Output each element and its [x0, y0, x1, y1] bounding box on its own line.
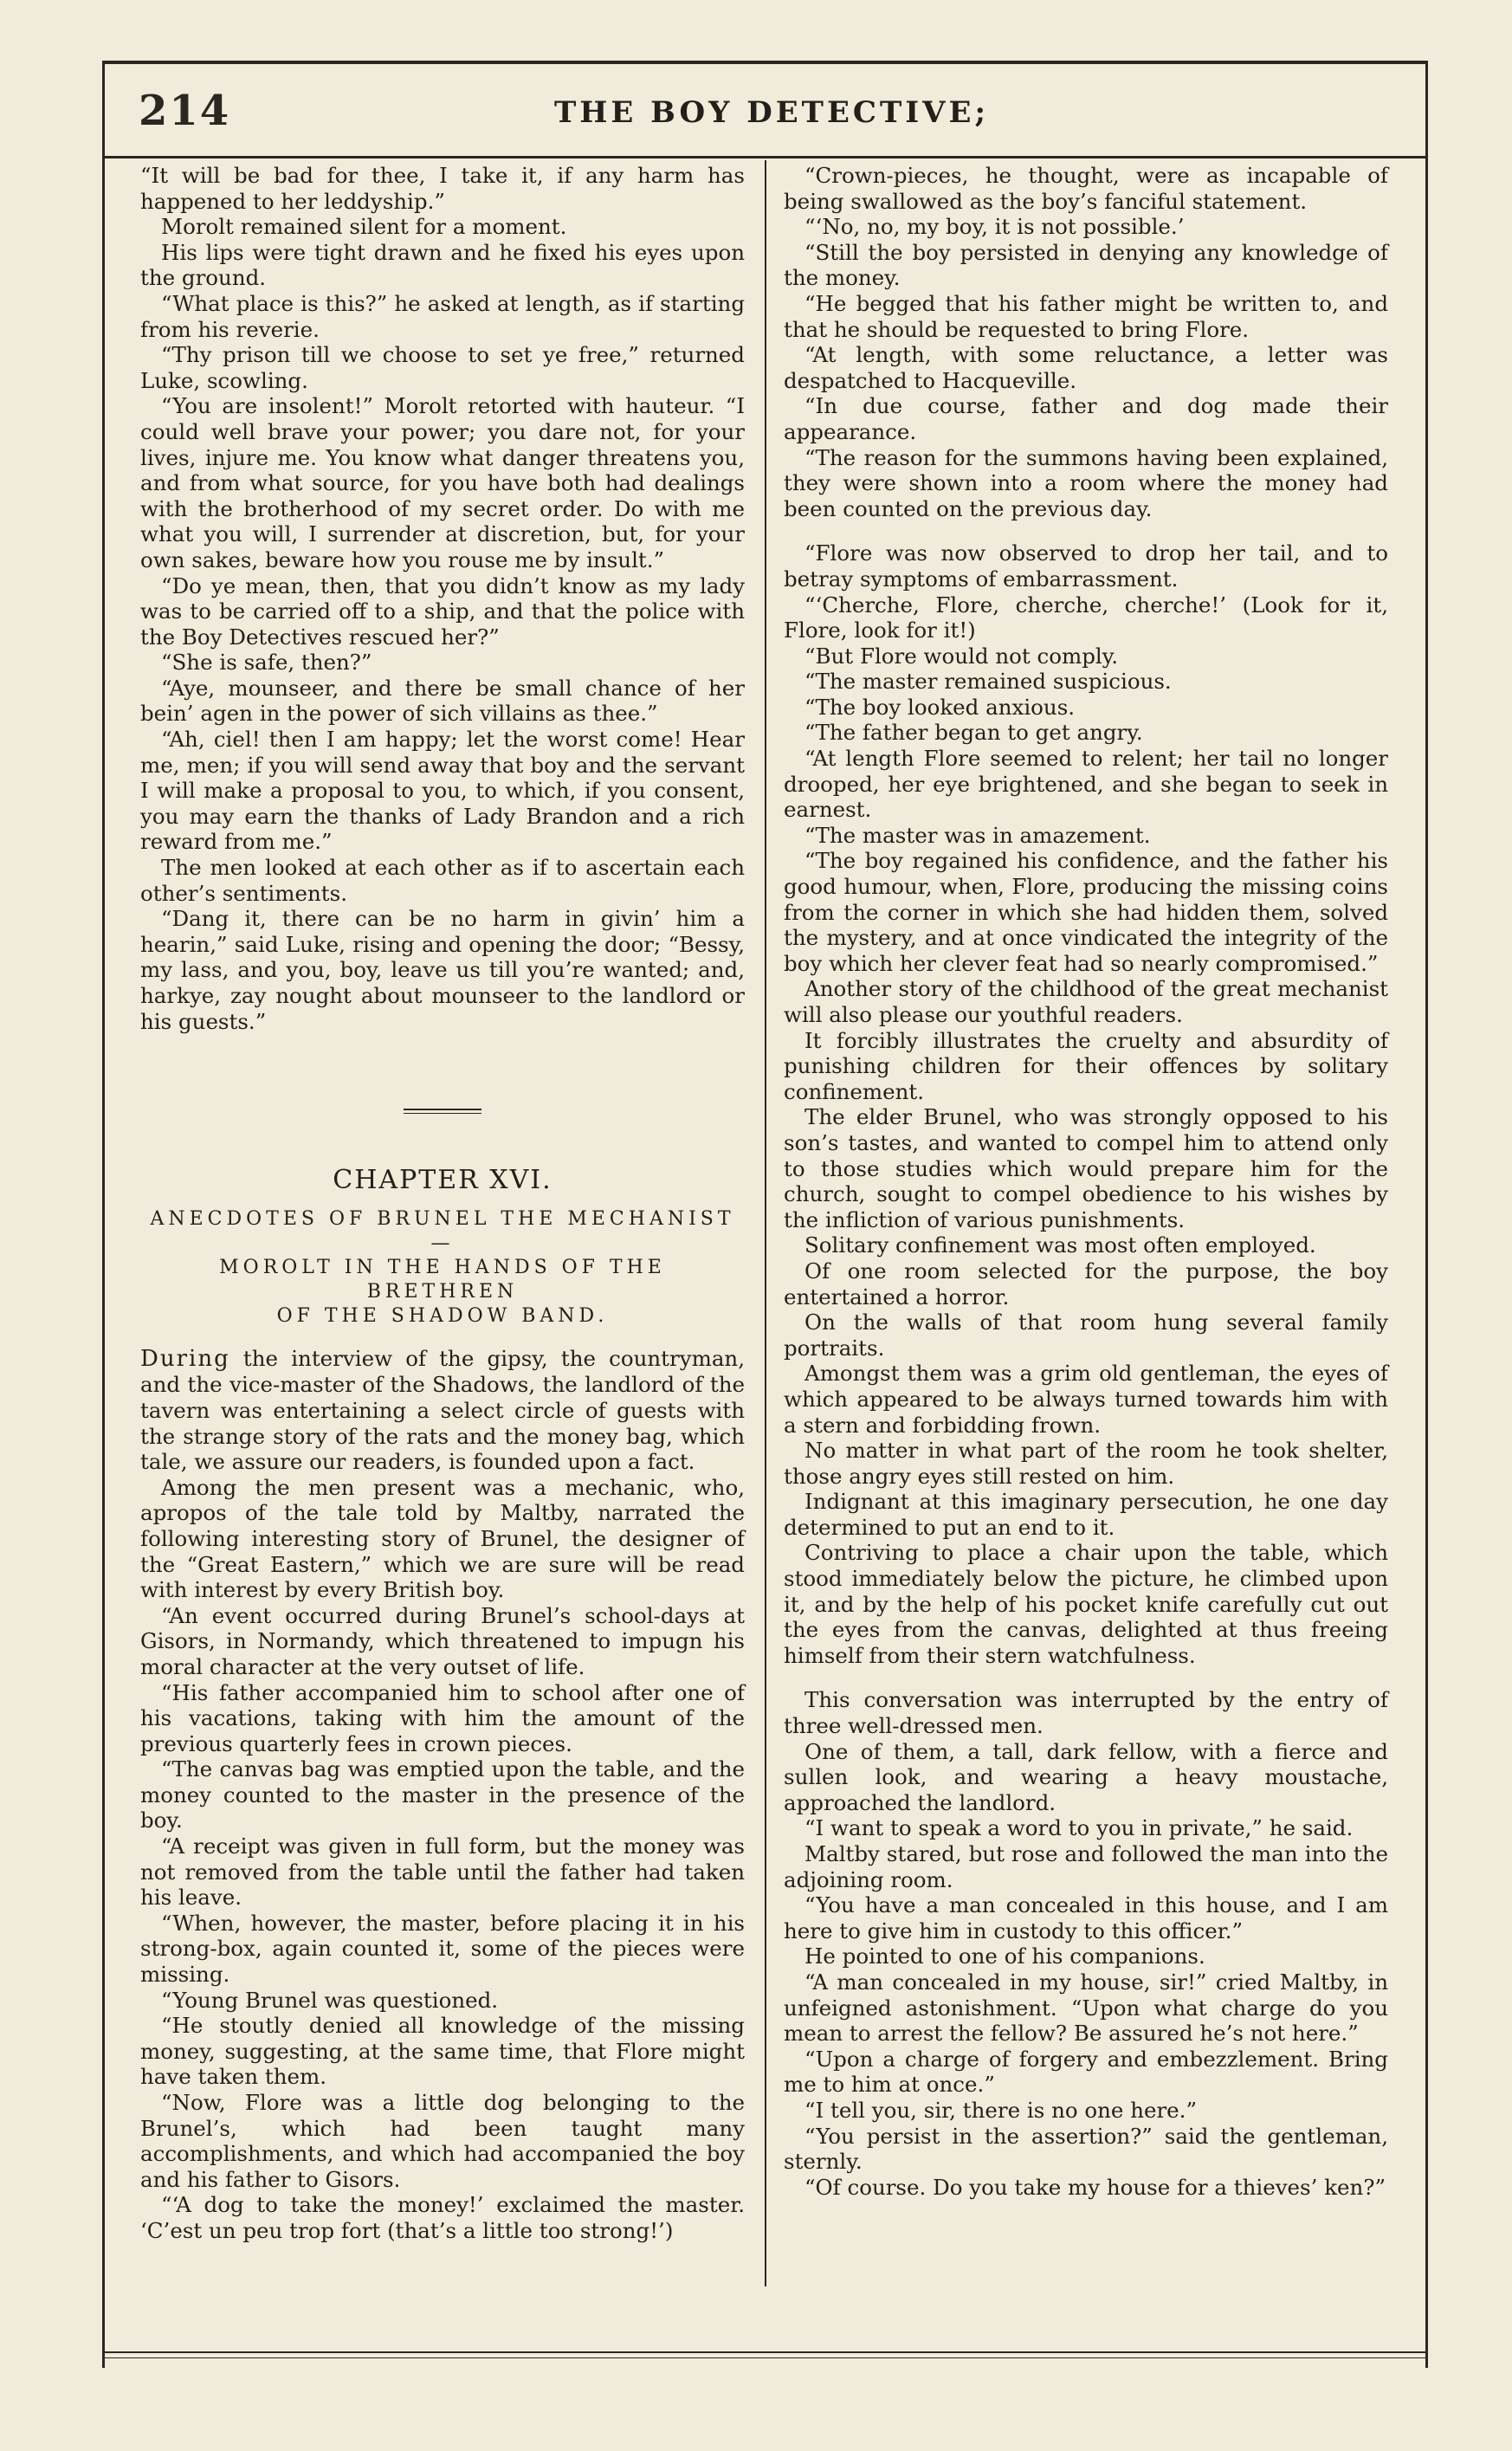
paragraph: Morolt remained silent for a moment. — [161, 214, 567, 240]
paragraph: “The boy regained his confidence, and the father his good humour, when, Flore, producing the missing coins from the corner in which she had hidden them, solved the mystery, and at once vindicated the integrity of the boy which her clever feat had so nearly compromised.” — [784, 848, 1388, 976]
paragraph: “Flore was now observed to drop her tail, and to betray symptoms of embarrassment. — [784, 540, 1388, 592]
paragraph: “Dang it, there can be no harm in givin’ him a hearin,” said Luke, rising and opening the door; “Bessy, my lass, and you, boy, leave us till you’re wanted; and, harkye, zay nought about mounseer to the landlord or his guests.” — [140, 906, 745, 1034]
paragraph: “‘No, no, my boy, it is not possible.’ — [804, 214, 1185, 240]
chapter-title: CHAPTER XVI. — [333, 1165, 552, 1196]
paragraph: No matter in what part of the room he took shelter, those angry eyes still rested on him. — [784, 1438, 1388, 1489]
paragraph: “A receipt was given in full form, but the money was not removed from the table until the father had taken his leave. — [140, 1833, 745, 1911]
paragraph: “The reason for the summons having been explained, they were shown into a room where the money had been counted on the previous day. — [784, 444, 1388, 521]
paragraph: “The master remained suspicious. — [804, 669, 1172, 695]
paragraph: “Still the boy persisted in denying any knowledge of the money. — [784, 239, 1388, 291]
paragraph: “But Flore would not comply. — [804, 643, 1119, 669]
paragraph: “The master was in amazement. — [804, 822, 1151, 848]
paragraph: “‘Cherche, Flore, cherche, cherche!’ (Look for it, Flore, look for it!) — [784, 592, 1388, 643]
dropcap-word: During — [140, 1345, 230, 1372]
chapter-subtitle — [140, 1207, 745, 1329]
chapter-subtitle-line: MOROLT IN THE HANDS OF THE BRETHREN — [219, 1256, 666, 1303]
left-column — [140, 163, 745, 2244]
paragraph: Amongst them was a grim old gentleman, the eyes of which appeared to be always turned towards him with a stern and forbidding frown. — [784, 1361, 1388, 1438]
chapter-first-paragraph — [140, 1346, 745, 1475]
paragraph: “Thy prison till we choose to set ye free,” returned Luke, scowling. — [140, 342, 745, 393]
paragraph: “The boy looked anxious. — [804, 694, 1076, 720]
paragraph: Maltby stared, but rose and followed the man into the adjoining room. — [784, 1841, 1388, 1892]
paragraph: The men looked at each other as if to ascertain each other’s sentiments. — [140, 855, 745, 906]
chapter-subtitle-line: ANECDOTES OF BRUNEL THE MECHANIST— — [150, 1207, 735, 1254]
paragraph: “I tell you, sir, there is no one here.” — [804, 2097, 1197, 2123]
paragraph: “Upon a charge of forgery and embezzlement. Bring me to him at once.” — [784, 2046, 1388, 2098]
paragraph: “What place is this?” he asked at length, as if starting from his reverie. — [140, 290, 745, 342]
paragraph: “When, however, the master, before placing it in his strong-box, again counted it, some of the pieces were missing. — [140, 1910, 745, 1988]
paragraph: “Now, Flore was a little dog belonging to the Brunel’s, which had been taught many accomplishments, and which had accompanied the boy and his father to Gisors. — [140, 2090, 745, 2192]
paragraph: “She is safe, then?” — [161, 650, 372, 676]
section-ornament — [404, 1109, 481, 1114]
chapter-subtitle-line: OF THE SHADOW BAND. — [276, 1304, 609, 1327]
running-title: THE BOY DETECTIVE; — [554, 95, 989, 130]
paragraph: “I want to speak a word to you in private,” he said. — [804, 1815, 1354, 1841]
paragraph: “Aye, mounseer, and there be small chance of her bein’ agen in the power of sich villains as thee.” — [140, 675, 745, 727]
paragraph: “A man concealed in my house, sir!” cried Maltby, in unfeigned astonishment. “Upon what charge do you mean to arrest the fellow? Be assured he’s not here.” — [784, 1969, 1388, 2047]
paragraph: Solitary confinement was most often employed. — [804, 1232, 1316, 1258]
paragraph: “At length Flore seemed to relent; her tail no longer drooped, her eye brightened, and she began to seek in earnest. — [784, 746, 1388, 823]
right-column — [784, 163, 1388, 2200]
paragraph: “Ah, ciel! then I am happy; let the worst come! Hear me, men; if you will send away that boy and the servant I will make a proposal to you, to which, if you consent, you may earn the thanks of Lady Brandon and a rich reward from me.” — [140, 727, 745, 855]
paragraph: On the walls of that room hung several family portraits. — [784, 1310, 1388, 1361]
paragraph: “He stoutly denied all knowledge of the missing money, suggesting, at the same time, that Flore might have taken them. — [140, 2013, 745, 2090]
paragraph: Among the men present was a mechanic, who, apropos of the tale told by Maltby, narrated the following interesting story of Brunel, the designer of the “Great Eastern,” which we are sure will be read with interest by every British boy. — [140, 1474, 745, 1603]
paragraph: “An event occurred during Brunel’s school-days at Gisors, in Normandy, which threatened to impugn his moral character at the very outset of life. — [140, 1602, 745, 1679]
paragraph: “You are insolent!” Morolt retorted with hauteur. “I could well brave your power; you dare not, for your lives, injure me. You know what danger threatens you, and from what source, for you have both had dealings with the brotherhood of my secret order. Do with me what you will, I surrender at discretion, but, for your own sakes, beware how you rouse me by insult.” — [140, 393, 745, 572]
paragraph: “His father accompanied him to school after one of his vacations, taking with him the amount of the previous quarterly fees in crown pieces. — [140, 1679, 745, 1756]
paragraph: “Do ye mean, then, that you didn’t know as my lady was to be carried off to a ship, and that the police with the Boy Detectives rescued her?” — [140, 572, 745, 650]
paragraph: “At length, with some reluctance, a letter was despatched to Hacqueville. — [784, 342, 1388, 393]
page-number: 214 — [139, 87, 231, 135]
paragraph: “He begged that his father might be written to, and that he should be requested to bring Flore. — [784, 290, 1388, 342]
paragraph: One of them, a tall, dark fellow, with a fierce and sullen look, and wearing a heavy moustache, approached the landlord. — [784, 1738, 1388, 1815]
paragraph: It forcibly illustrates the cruelty and absurdity of punishing children for their offences by solitary confinement. — [784, 1027, 1388, 1104]
paragraph: “It will be bad for thee, I take it, if any harm has happened to her leddyship.” — [140, 163, 745, 214]
paragraph: Indignant at this imaginary persecution, he one day determined to put an end to it. — [784, 1489, 1388, 1540]
paragraph: “Crown-pieces, he thought, were as incapable of being swallowed as the boy’s fanciful statement. — [784, 163, 1388, 214]
paragraph: The elder Brunel, who was strongly opposed to his son’s tastes, and wanted to compel him to attend only to those studies which would prepare him for the church, sought to compel obedience to his wishes by the infliction of various punishments. — [784, 1104, 1388, 1232]
paragraph: “You persist in the assertion?” said the gentleman, sternly. — [784, 2123, 1388, 2175]
bottom-rule-thin — [102, 2357, 1425, 2358]
paragraph: “The canvas bag was emptied upon the table, and the money counted to the master in the presence of the boy. — [140, 1756, 745, 1833]
paragraph: “Of course. Do you take my house for a thieves’ ken?” — [804, 2174, 1386, 2200]
paragraph: Another story of the childhood of the great mechanist will also please our youthful readers. — [784, 976, 1388, 1027]
paragraph: His lips were tight drawn and he fixed his eyes upon the ground. — [140, 239, 745, 291]
column-divider — [765, 160, 766, 2286]
paragraph: “In due course, father and dog made their appearance. — [784, 393, 1388, 444]
paragraph: “You have a man concealed in this house, and I am here to give him in custody to this officer.” — [784, 1892, 1388, 1943]
paragraph: “Young Brunel was questioned. — [161, 1987, 499, 2013]
paragraph: This conversation was interrupted by the entry of three well-dressed men. — [784, 1687, 1388, 1739]
paragraph-text: the interview of the gipsy, the countryman, and the vice-master of the Shadows, the landlord of the tavern was entertaining a select circle of guests with the strange story of the rats and the money bag, which tale, we assure our readers, is founded upon a fact. — [140, 1345, 745, 1475]
paragraph: Contriving to place a chair upon the table, which stood immediately below the picture, he climbed upon it, and by the help of his pocket knife carefully cut out the eyes from the canvas, delighted at thus freeing himself from their stern watchfulness. — [784, 1540, 1388, 1668]
bottom-rule — [102, 2351, 1425, 2353]
paragraph: Of one room selected for the purpose, the boy entertained a horror. — [784, 1258, 1388, 1310]
paragraph: He pointed to one of his companions. — [804, 1943, 1205, 1969]
paragraph: “The father began to get angry. — [804, 720, 1143, 746]
paragraph: “‘A dog to take the money!’ exclaimed the master. ‘C’est un peu trop fort (that’s a little too strong!’) — [140, 2192, 745, 2243]
header-rule — [102, 156, 1425, 158]
